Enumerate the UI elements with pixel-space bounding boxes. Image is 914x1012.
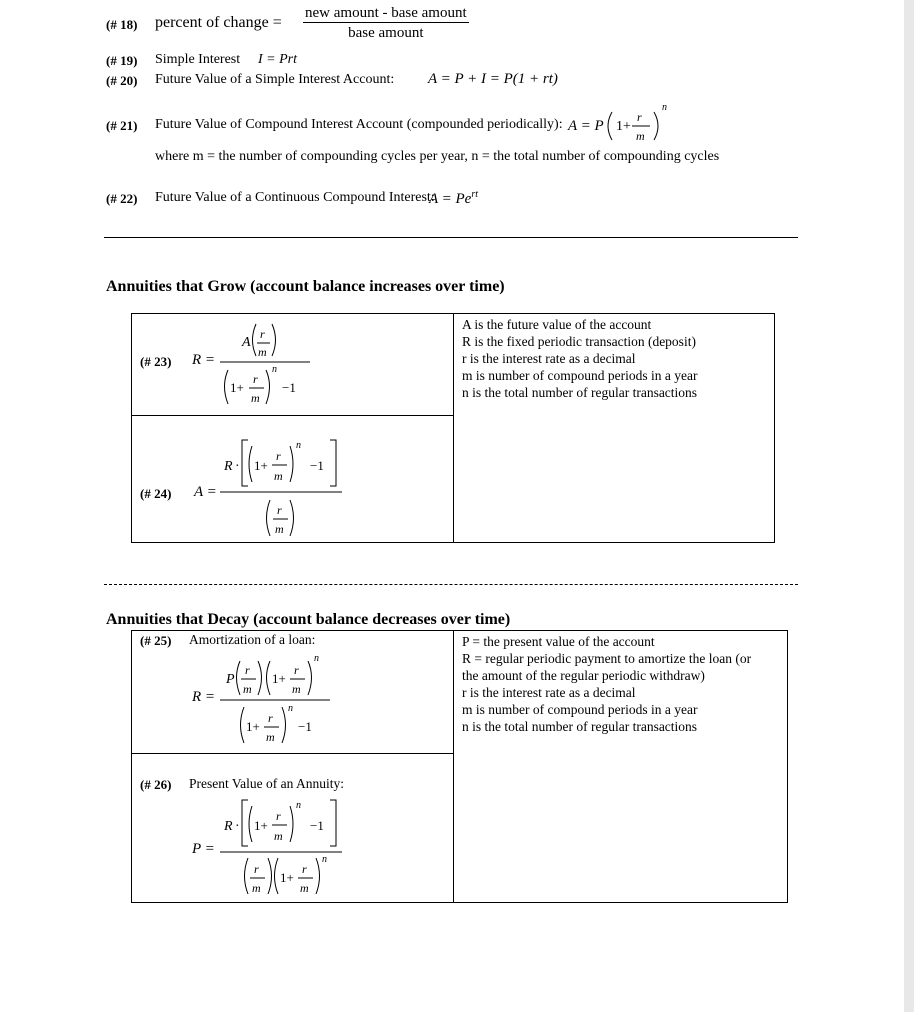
svg-text:m: m	[258, 345, 267, 359]
definition-line: n is the total number of regular transactions	[462, 385, 698, 400]
svg-text:m: m	[266, 730, 275, 744]
svg-text:m: m	[274, 469, 283, 483]
svg-text:m: m	[275, 522, 284, 536]
page-edge	[904, 0, 914, 1012]
formula-20-text: Future Value of a Simple Interest Account:	[155, 72, 395, 87]
svg-text:n: n	[322, 854, 327, 865]
svg-text:−1: −1	[298, 719, 312, 734]
fraction-numerator: new amount - base amount	[305, 5, 467, 21]
grow-definitions-cell	[453, 313, 775, 543]
svg-text:r: r	[294, 663, 299, 677]
svg-text:r: r	[260, 327, 265, 341]
definition-line: P = the present value of the account	[462, 634, 655, 649]
definition-line: the amount of the regular periodic withdraw)	[462, 668, 705, 683]
formula-26-fraction	[218, 796, 358, 902]
definition-line: A is the future value of the account	[462, 317, 652, 332]
percent-change-fraction	[303, 4, 469, 43]
svg-text:r: r	[253, 372, 258, 386]
formula-21-where: where m = the number of compounding cycles per year, n = the total number of compounding cycles	[155, 149, 720, 164]
grow-heading: Annuities that Grow (account balance increases over time)	[106, 278, 505, 295]
formula-19-expression: I = Prt	[258, 52, 297, 67]
svg-text:1+: 1+	[616, 119, 631, 134]
svg-text:1+: 1+	[272, 671, 286, 686]
svg-text:n: n	[296, 800, 301, 811]
formula-22-text: Future Value of a Continuous Compound Interest:	[155, 190, 435, 205]
svg-text:m: m	[252, 881, 261, 895]
svg-text:1+: 1+	[254, 458, 268, 473]
svg-text:n: n	[314, 653, 319, 664]
formula-25-lhs: R =	[192, 689, 216, 705]
formula-20-expression: A = P + I = P(1 + rt)	[428, 71, 558, 87]
svg-text:R: R	[224, 819, 233, 834]
definition-line: n is the total number of regular transactions	[462, 719, 698, 734]
formula-18-number: (# 18)	[106, 17, 138, 32]
formula-26-number: (# 26)	[140, 777, 172, 792]
formula-24-lhs: A =	[194, 484, 217, 500]
svg-text:r: r	[276, 449, 281, 463]
formula-25-label: Amortization of a loan:	[189, 632, 316, 647]
svg-text:m: m	[636, 129, 645, 143]
formula-19-number: (# 19)	[106, 53, 138, 68]
svg-text:−1: −1	[310, 818, 324, 833]
fraction-denominator: base amount	[348, 25, 424, 41]
svg-text:A: A	[242, 335, 251, 350]
decay-definitions	[462, 633, 751, 735]
svg-text:m: m	[274, 829, 283, 843]
decay-definitions-cell	[453, 630, 788, 903]
svg-text:1+: 1+	[254, 818, 268, 833]
svg-text:r: r	[277, 503, 282, 517]
svg-text:m: m	[292, 682, 301, 696]
svg-text:n: n	[272, 364, 277, 375]
formula-23-fraction	[218, 316, 318, 412]
svg-text:1+: 1+	[280, 870, 294, 885]
decay-formula-25-cell	[131, 630, 454, 754]
formula-23-number: (# 23)	[140, 354, 172, 369]
svg-text:n: n	[296, 440, 301, 451]
svg-text:·: ·	[235, 459, 240, 474]
svg-text:m: m	[251, 391, 260, 405]
compound-interest-formula	[566, 98, 706, 146]
decay-heading: Annuities that Decay (account balance decreases over time)	[106, 611, 511, 628]
grow-formula-23-cell	[131, 313, 454, 416]
definition-line: m is number of compound periods in a year	[462, 702, 698, 717]
svg-text:r: r	[302, 862, 307, 876]
svg-text:r: r	[637, 110, 642, 124]
formula-25-number: (# 25)	[140, 633, 172, 648]
svg-text:R: R	[224, 459, 233, 474]
formula-22-number: (# 22)	[106, 191, 138, 206]
definition-line: r is the interest rate as a decimal	[462, 351, 636, 366]
svg-text:n: n	[288, 703, 293, 714]
definition-line: R = regular periodic payment to amortize the loan (or	[462, 651, 752, 666]
definition-line: R is the fixed periodic transaction (deposit)	[462, 334, 696, 349]
svg-text:r: r	[268, 711, 273, 725]
formula-24-number: (# 24)	[140, 486, 172, 501]
svg-text:m: m	[300, 881, 309, 895]
formula-24-fraction	[218, 426, 358, 542]
svg-text:P: P	[226, 672, 235, 687]
formula-25-fraction	[218, 647, 358, 755]
formula-20-number: (# 20)	[106, 73, 138, 88]
svg-text:m: m	[243, 682, 252, 696]
formula-23-lhs: R =	[192, 352, 216, 368]
svg-text:1+: 1+	[246, 719, 260, 734]
formula-22-expression: $A = Pe^{rt}$	[429, 189, 479, 207]
formula-21-text: Future Value of Compound Interest Account (compounded periodically):	[155, 117, 563, 132]
definition-line: r is the interest rate as a decimal	[462, 685, 636, 700]
grow-definitions	[462, 316, 697, 401]
section-divider-dashed	[104, 584, 798, 585]
svg-text:r: r	[254, 862, 259, 876]
formula-26-lhs: P =	[192, 841, 215, 857]
formula-18-label: percent of change =	[155, 14, 282, 31]
section-divider	[104, 237, 798, 238]
formula-26-label: Present Value of an Annuity:	[189, 776, 344, 791]
svg-text:n: n	[662, 102, 667, 113]
svg-text:−1: −1	[310, 458, 324, 473]
svg-text:·: ·	[235, 819, 240, 834]
formula-19-text: Simple Interest	[155, 52, 241, 67]
grow-formula-24-cell	[131, 415, 454, 543]
decay-formula-26-cell	[131, 753, 454, 903]
svg-text:−1: −1	[282, 380, 296, 395]
svg-text:r: r	[245, 663, 250, 677]
formula-21-prefix: A = P	[568, 118, 604, 134]
svg-text:1+: 1+	[230, 380, 244, 395]
definition-line: m is number of compound periods in a year	[462, 368, 698, 383]
svg-text:r: r	[276, 809, 281, 823]
formula-21-number: (# 21)	[106, 118, 138, 133]
